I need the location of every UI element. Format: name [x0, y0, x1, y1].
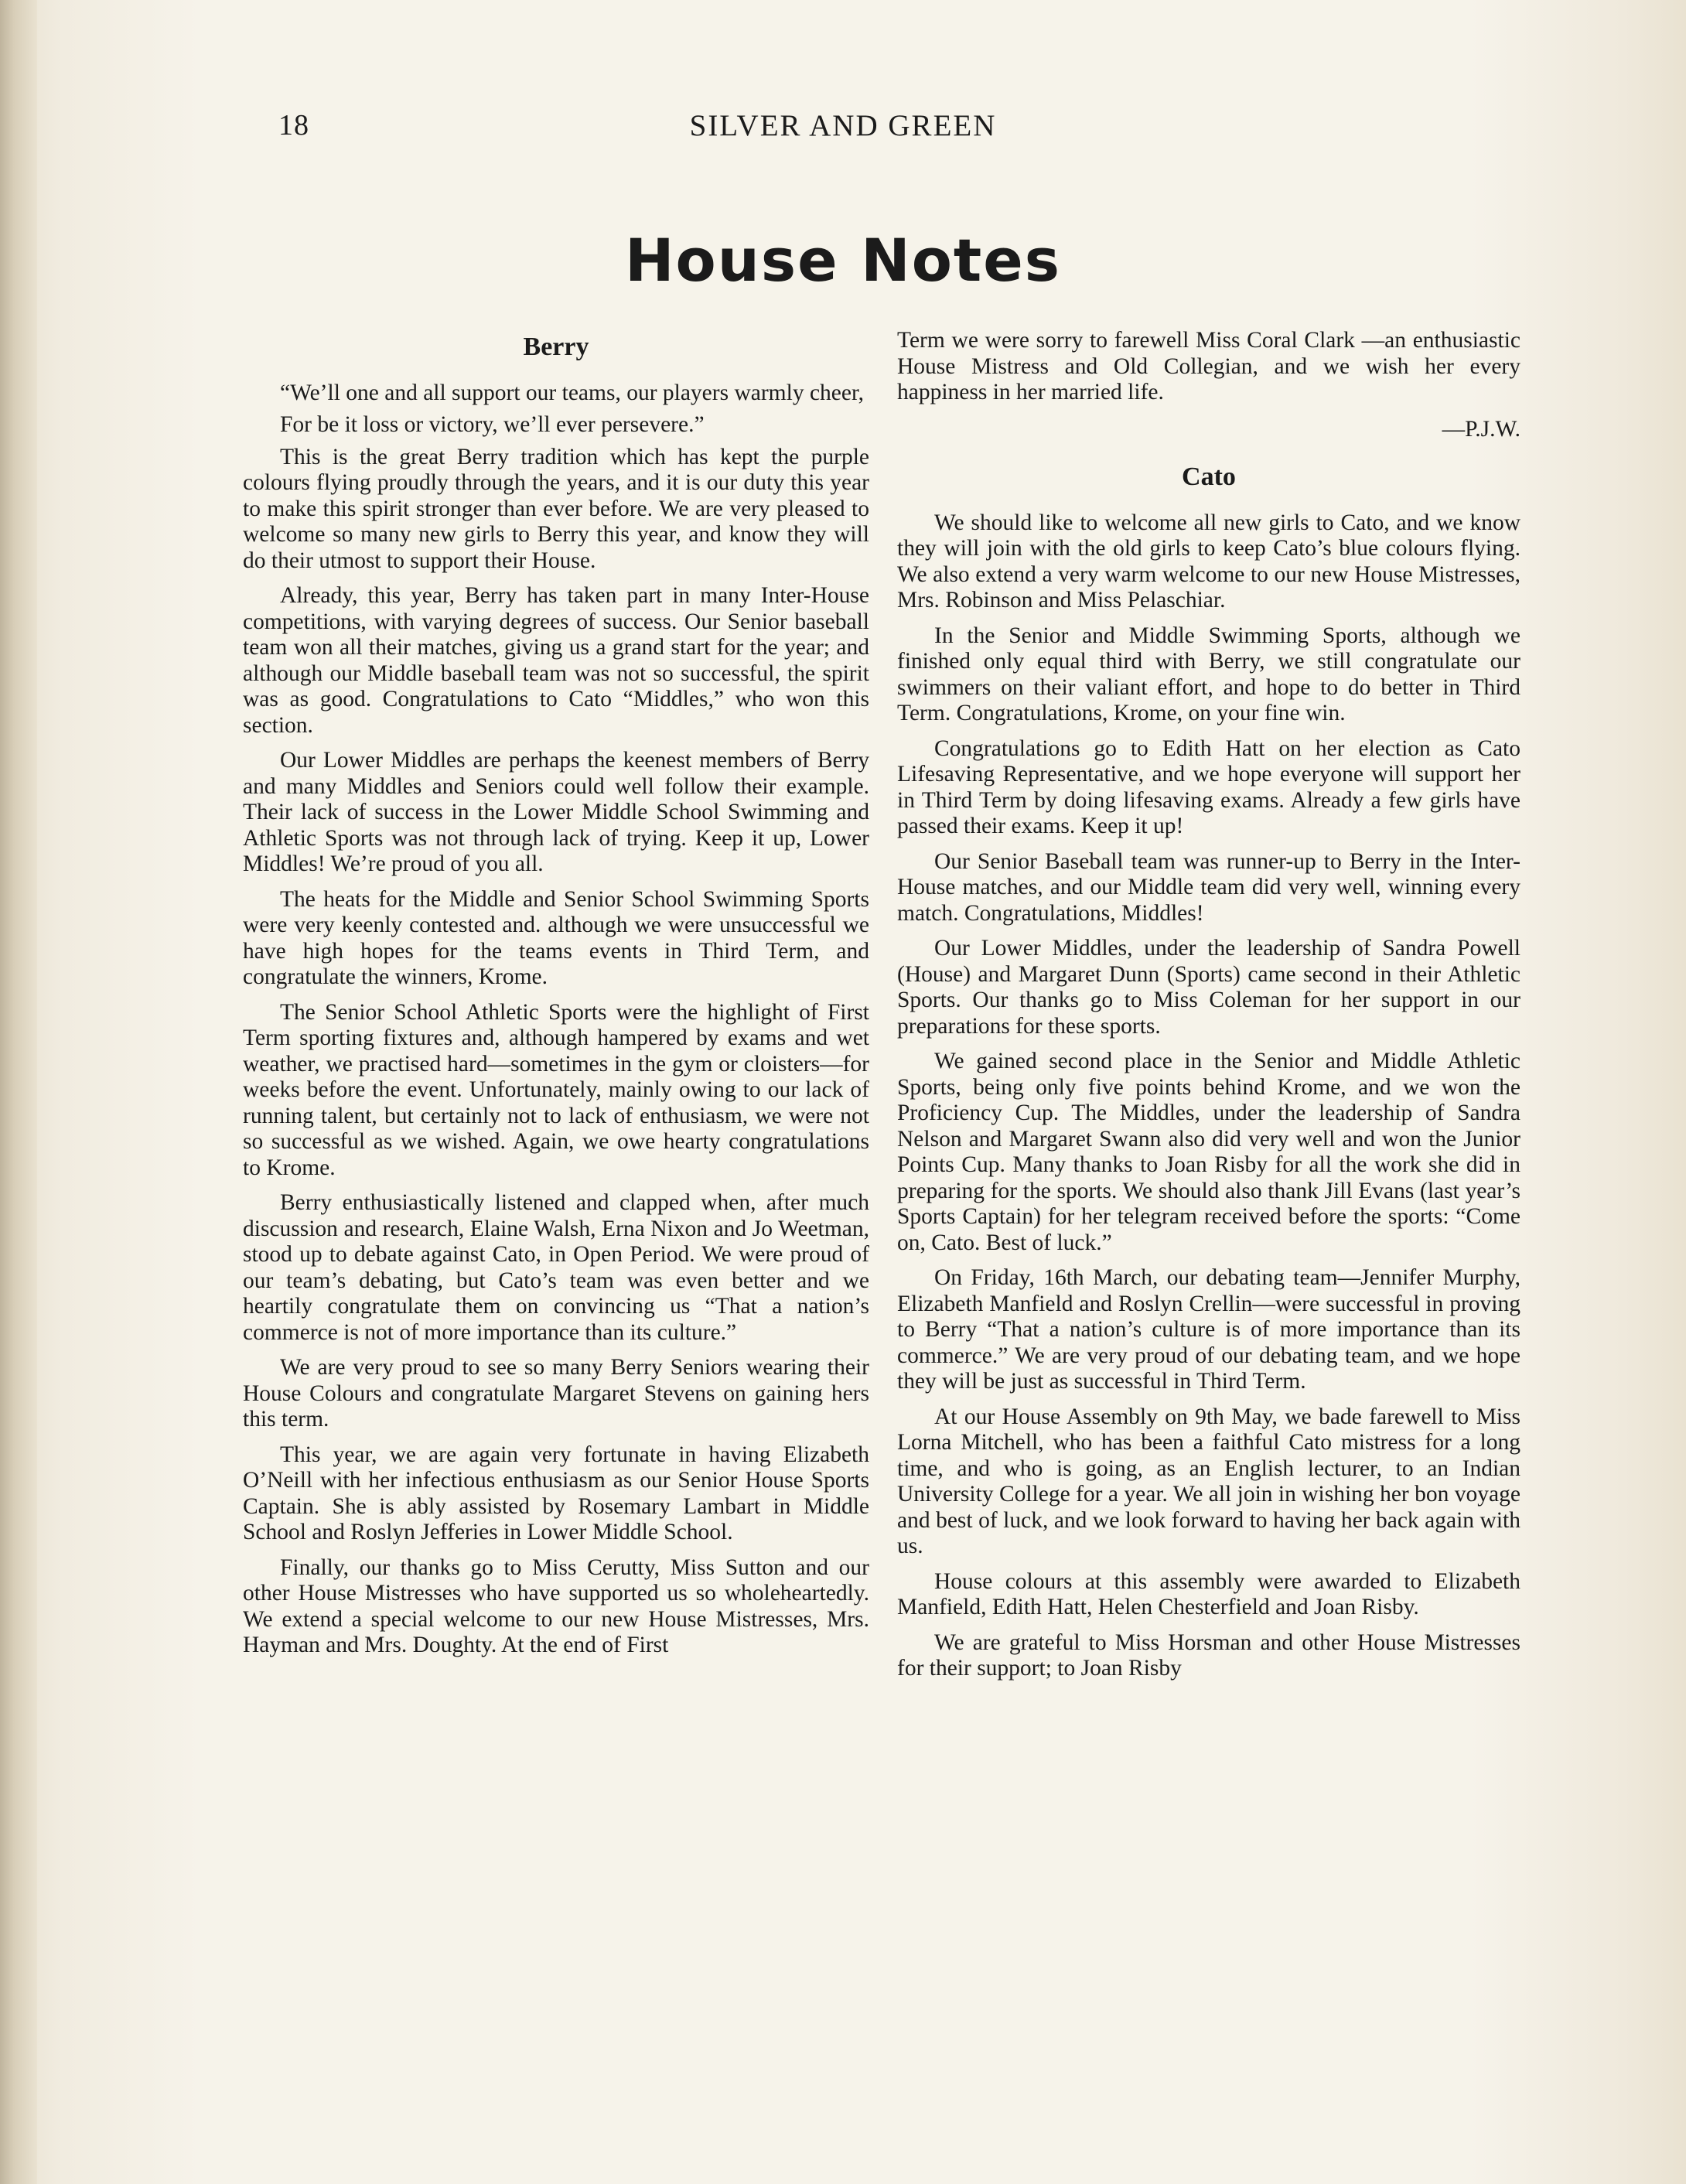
cato-paragraph: Our Senior Baseball team was runner-up to Berry in the Inter-House matches, and our Middle team did very well, winning every match. Congratulations, Middles! — [897, 848, 1520, 926]
berry-paragraph: We are very proud to see so many Berry Seniors wearing their House Colours and congratulate Margaret Stevens on gaining hers this term. — [243, 1355, 869, 1432]
cato-paragraph: Congratulations go to Edith Hatt on her election as Cato Lifesaving Representative, and we hope everyone will support her in Third Term by doing lifesaving exams. Already a few girls have passed their exams. Keep it up! — [897, 735, 1520, 838]
berry-paragraph: This year, we are again very fortunate in having Elizabeth O’Neill with her infectious enthusiasm as our Senior House Sports Captain. She is ably assisted by Rosemary Lambart in Middle School and Roslyn Jefferies in Lower Middle School. — [243, 1442, 869, 1544]
berry-paragraph: Already, this year, Berry has taken part in many Inter-House competitions, with varying degrees of success. Our Senior baseball team won all their matches, giving us a grand start for the year; and although our Middle baseball team was not so successful, the spirit was as good. Congratulations to Cato “Middles,” who won this section. — [243, 583, 869, 738]
berry-paragraph: The Senior School Athletic Sports were the highlight of First Term sporting fixtures and, although hampered by exams and wet weather, we practised hard—sometimes in the gym or cloisters—for weeks before the event. Unfortunately, mainly owing to our lack of running talent, but certainly not to lack of enthusiasm, we were not so successful as we wished. Again, we owe hearty congratulations to Krome. — [243, 999, 869, 1180]
cato-heading: Cato — [1182, 462, 1236, 491]
page-title: House Notes — [624, 226, 1062, 295]
cato-paragraph: We should like to welcome all new girls to Cato, and we know they will join with the old girls to keep Cato’s blue colours flying. We also extend a very warm welcome to our new House Mistresses, Mrs. Robinson and Miss Pelaschiar. — [897, 510, 1520, 613]
cato-paragraph: We gained second place in the Senior and Middle Athletic Sports, being only five points behind Krome, and we won the Proficiency Cup. The Middles, under the leadership of Sandra Nelson and Margaret Swann also did very well and won the Junior Points Cup. Many thanks to Joan Risby for all the work she did in preparing for the sports. We should also thank Jill Evans (last year’s Sports Captain) for her telegram received before the sports: “Come on, Cato. Best of luck.” — [897, 1049, 1520, 1255]
berry-paragraph: This is the great Berry tradition which has kept the purple colours flying proudly through the years, and it is our duty this year to make this spirit stronger than ever before. We are very pleased to welcome so many new girls to Berry this year, and know they will do their utmost to support their House. — [243, 444, 869, 573]
running-title: SILVER AND GREEN — [689, 109, 997, 142]
cato-paragraph: House colours at this assembly were awarded to Elizabeth Manfield, Edith Hatt, Helen Chesterfield and Joan Risby. — [897, 1568, 1520, 1619]
berry-heading: Berry — [523, 333, 589, 361]
berry-paragraph: The heats for the Middle and Senior School Swimming Sports were very keenly contested and. although we were unsuccessful we have high hopes for the teams events in Third Term, and congratulate the winners, Krome. — [243, 886, 869, 989]
cato-paragraph: In the Senior and Middle Swimming Sports, although we finished only equal third with Berry, we still congratulate our swimmers on their valiant effort, and hope to do better in Third Term. Congratulations, Krome, on your fine win. — [897, 623, 1520, 725]
berry-verse-line: “We’ll one and all support our teams, our players warmly cheer, — [280, 380, 864, 405]
cato-paragraph: Our Lower Middles, under the leadership of Sandra Powell (House) and Margaret Dunn (Sports) came second in their Athletic Sports. Our thanks go to Miss Coleman for her support in our preparations for these sports. — [897, 936, 1520, 1039]
cato-paragraph: On Friday, 16th March, our debating team—Jennifer Murphy, Elizabeth Manfield and Roslyn Crellin—were successful in proving to Berry “That a nation’s culture is of more importance than its commerce.” We are very proud of our debating team, and we hope they will be just as successful in Third Term. — [897, 1265, 1520, 1394]
berry-signature: —P.J.W. — [1442, 416, 1520, 442]
berry-continuation: Term we were sorry to farewell Miss Coral Clark —an enthusiastic House Mistress and Old Collegian, and we wish her every happiness in her married life. — [897, 328, 1520, 404]
left-column — [243, 328, 869, 1668]
berry-paragraph: Finally, our thanks go to Miss Cerutty, Miss Sutton and our other House Mistresses who have supported us so wholeheartedly. We extend a special welcome to our new House Mistresses, Mrs. Hayman and Mrs. Doughty. At the end of First — [243, 1554, 869, 1657]
right-column — [897, 328, 1520, 1691]
cato-paragraph: At our House Assembly on 9th May, we bade farewell to Miss Lorna Mitchell, who has been a faithful Cato mistress for a long time, and who is going, as an English lecturer, to an Indian University College for a year. We all join in wishing her bon voyage and best of luck, and we look forward to having her back again with us. — [897, 1404, 1520, 1558]
cato-paragraph: We are grateful to Miss Horsman and other House Mistresses for their support; to Joan Risby — [897, 1629, 1520, 1681]
berry-paragraph: Our Lower Middles are perhaps the keenest members of Berry and many Middles and Seniors could well follow their example. Their lack of success in the Lower Middle School Swimming and Athletic Sports was not through lack of trying. Keep it up, Lower Middles! We’re proud of you all. — [243, 748, 869, 876]
page-number: 18 — [278, 109, 309, 142]
berry-paragraph: Berry enthusiastically listened and clapped when, after much discussion and research, Elaine Walsh, Erna Nixon and Jo Weetman, stood up to debate against Cato, in Open Period. We were proud of our team’s debating, but Cato’s team was even better and we heartily congratulate them on convincing us “That a nation’s commerce is not of more importance than its culture.” — [243, 1190, 869, 1345]
page-binding-shadow — [0, 0, 37, 2184]
berry-verse-line: For be it loss or victory, we’ll ever persevere.” — [280, 412, 705, 437]
